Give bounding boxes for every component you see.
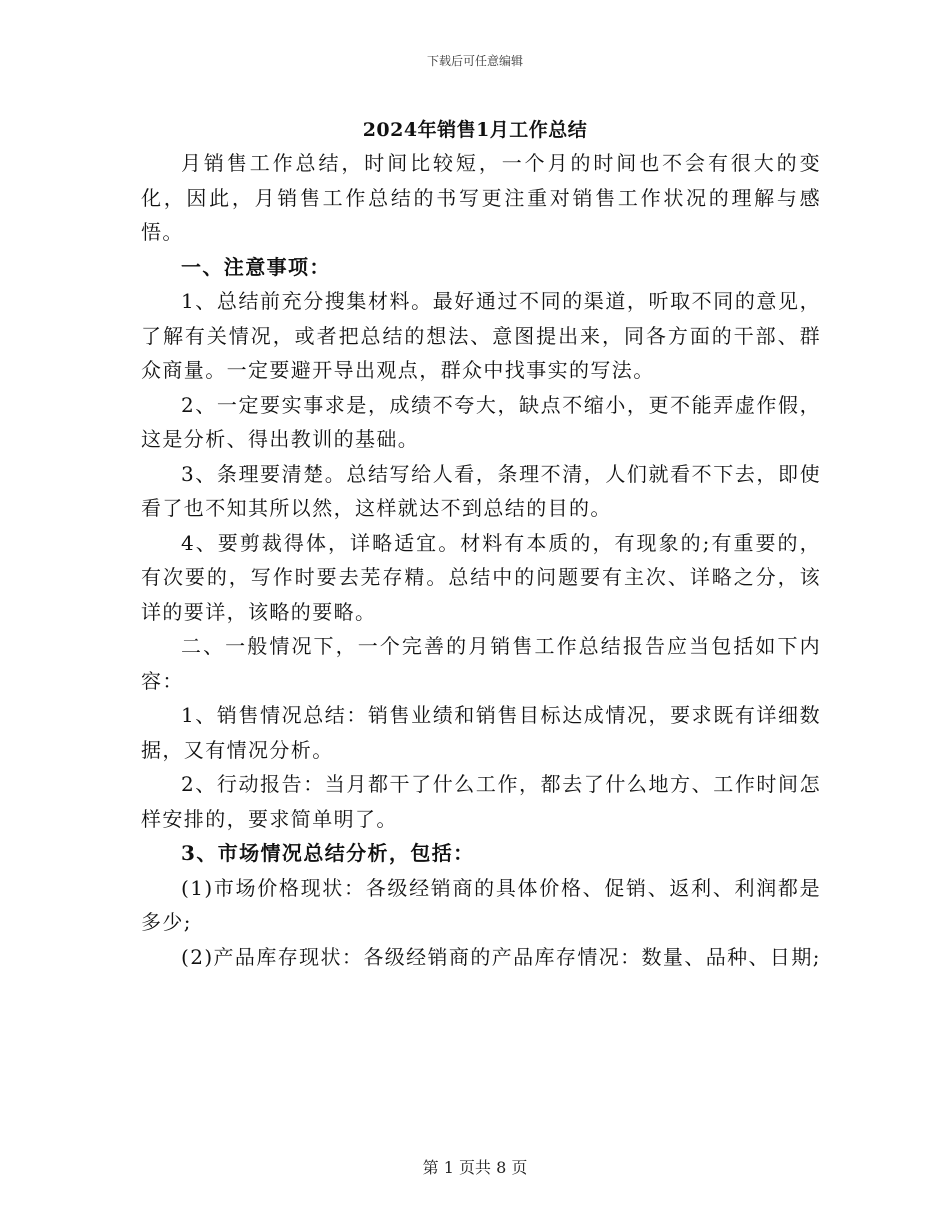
note-item-1: 1、总结前充分搜集材料。最好通过不同的渠道，听取不同的意见，了解有关情况，或者把总结的想法、意图提出来，同各方面的干部、群众商量。一定要避开导出观点，群众中找事实的写法。	[141, 289, 821, 382]
market-item-2: (2)产品库存现状：各级经销商的产品库存情况：数量、品种、日期;	[181, 944, 821, 969]
content-item-3-heading: 3、市场情况总结分析，包括：	[181, 841, 475, 865]
intro-paragraph: 月销售工作总结，时间比较短，一个月的时间也不会有很大的变化，因此，月销售工作总结的书写更注重对销售工作状况的理解与感悟。	[141, 151, 821, 244]
market-item-1: (1)市场价格现状：各级经销商的具体价格、促销、返利、利润都是多少;	[141, 875, 821, 934]
section-heading-notes: 一、注意事项：	[181, 254, 331, 279]
content-item-2: 2、行动报告：当月都干了什么工作，都去了什么地方、工作时间怎样安排的，要求简单明了。	[141, 772, 821, 831]
note-item-2: 2、一定要实事求是，成绩不夸大，缺点不缩小，更不能弄虚作假，这是分析、得出教训的基础。	[141, 392, 821, 451]
note-item-3: 3、条理要清楚。总结写给人看，条理不清，人们就看不下去，即使看了也不知其所以然，这样就达不到总结的目的。	[141, 461, 821, 520]
document-title: 2024年销售1月工作总结	[362, 119, 588, 141]
document-body	[141, 146, 821, 974]
header-note: 下载后可任意编辑	[426, 54, 523, 68]
note-item-4: 4、要剪裁得体，详略适宜。材料有本质的，有现象的;有重要的，有次要的，写作时要去芜存精。总结中的问题要有主次、详略之分，该详的要详，该略的要略。	[141, 530, 821, 624]
page-number: 第 1 页共 8 页	[422, 1158, 528, 1177]
content-item-1: 1、销售情况总结：销售业绩和销售目标达成情况，要求既有详细数据，又有情况分析。	[141, 703, 821, 762]
section-heading-contents: 二、一般情况下，一个完善的月销售工作总结报告应当包括如下内容：	[141, 634, 821, 693]
